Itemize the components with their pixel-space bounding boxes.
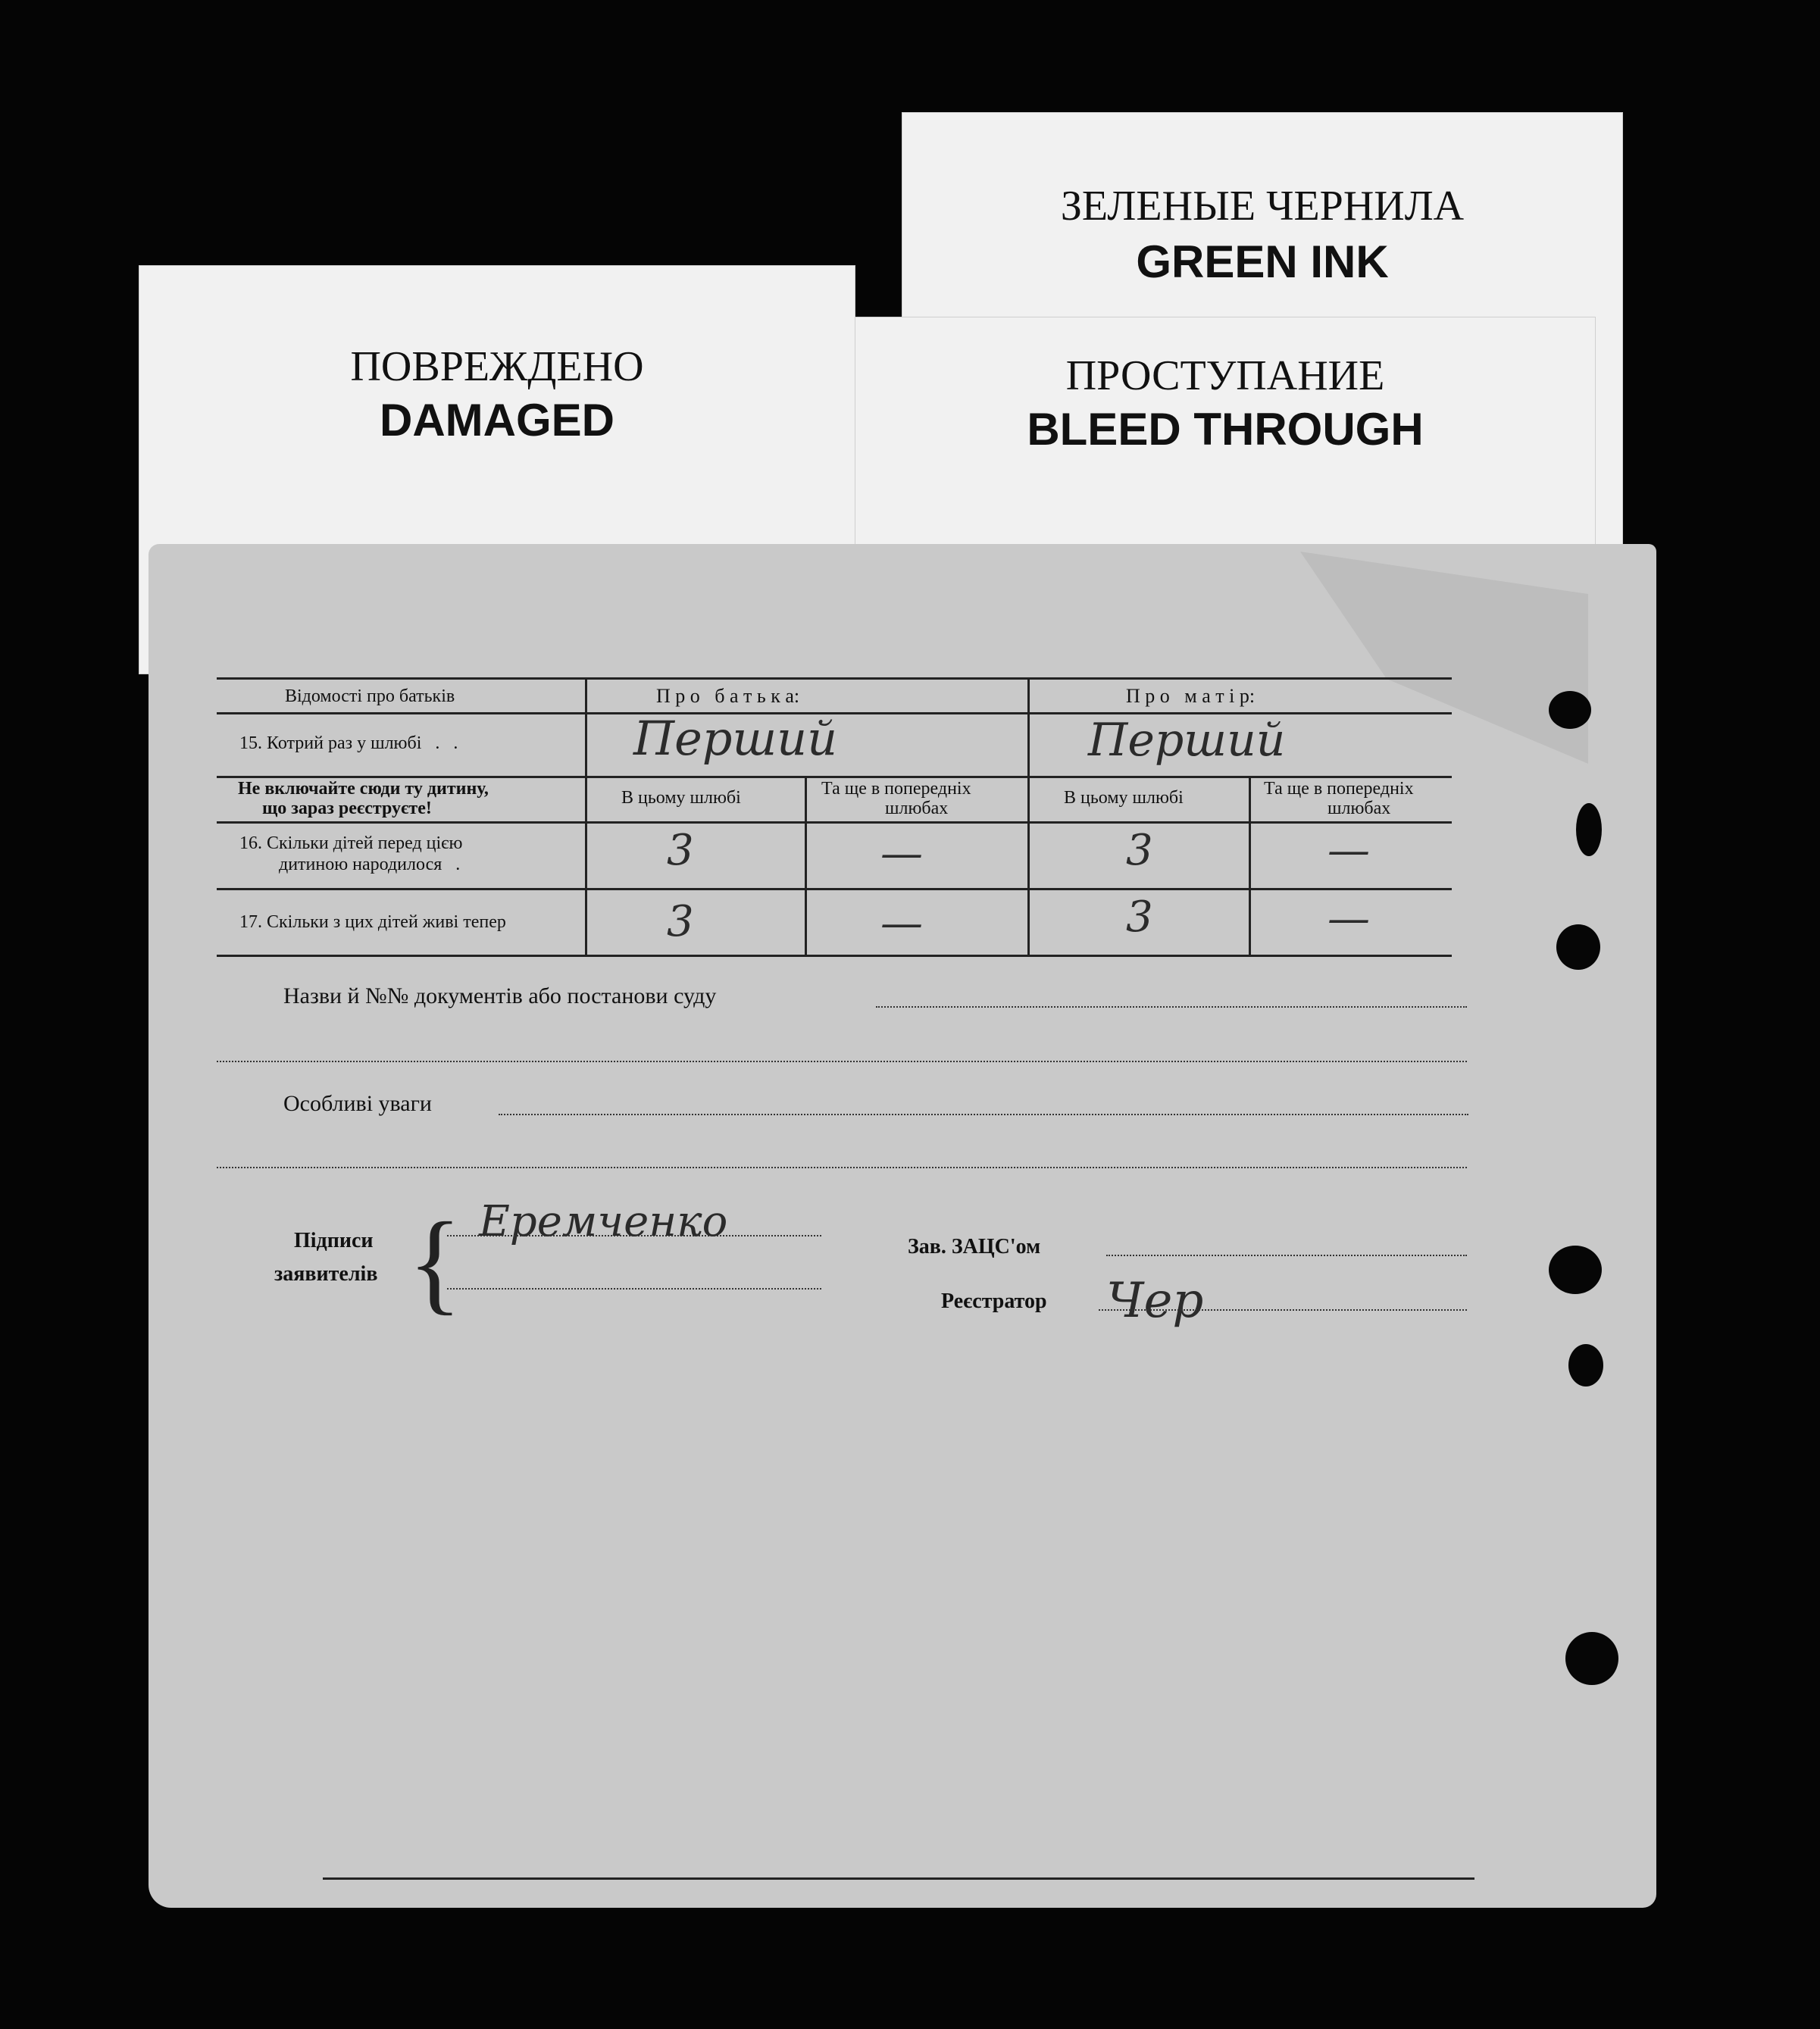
registrar-signature: Чер	[1106, 1273, 1204, 1329]
applicant-signature-line-2	[447, 1288, 821, 1290]
signatures-label-line1: Підписи	[294, 1229, 374, 1252]
damage-hole	[1565, 1632, 1618, 1685]
mother-prev-marriages-header-2: шлюбах	[1327, 799, 1391, 818]
table-col-line-3	[1027, 677, 1030, 955]
green-ink-label-en: GREEN INK	[1136, 236, 1389, 287]
table-line-3	[217, 821, 1452, 824]
row15-mother-value: Перший	[1088, 714, 1286, 767]
bottom-rule	[323, 1877, 1474, 1880]
row16-label-line2: дитиною народилося .	[279, 855, 461, 874]
applicant-signature: Еремченко	[479, 1197, 728, 1246]
row15-father-value: Перший	[633, 711, 838, 766]
damage-hole	[1549, 1246, 1602, 1294]
exclusion-note-line1: Не включайте сюди ту дитину,	[238, 779, 489, 799]
header-parents-info: Відомості про батьків	[285, 686, 455, 706]
applicant-signature-line-1	[447, 1235, 821, 1236]
damage-hole	[1549, 691, 1591, 729]
documents-label: Назви й №№ документів або постанови суду	[283, 983, 717, 1008]
mother-prev-marriages-header-1: Та ще в попередніх	[1264, 779, 1414, 799]
registrar-label: Реєстратор	[941, 1290, 1047, 1313]
registry-form-sheet	[149, 544, 1656, 1908]
head-of-registry-label: Зав. ЗАЦС'ом	[908, 1235, 1041, 1258]
documents-field-line-2	[217, 1061, 1467, 1062]
father-prev-marriages-header-2: шлюбах	[885, 799, 949, 818]
row17-mother-this: 3	[1126, 893, 1153, 942]
damaged-label-ru: ПОВРЕЖДЕНО	[350, 343, 644, 390]
signatures-label-line2: заявителів	[274, 1262, 378, 1286]
head-signature-line	[1106, 1255, 1467, 1256]
exclusion-note-line2: що зараз реєструєте!	[262, 799, 432, 818]
bleed-through-label-en: BLEED THROUGH	[1027, 404, 1424, 455]
row16-mother-prev: —	[1327, 826, 1370, 875]
damage-hole	[1568, 1344, 1603, 1387]
table-col-line-4	[1249, 776, 1251, 955]
row17-father-prev: —	[880, 899, 923, 948]
table-line-5	[217, 955, 1452, 957]
bleed-through-label-ru: ПРОСТУПАНИЕ	[1065, 352, 1385, 399]
mother-this-marriage-header: В цьому шлюбі	[1064, 788, 1184, 808]
row16-father-prev: —	[880, 829, 923, 878]
notes-field-line-2	[217, 1167, 1467, 1168]
damage-hole	[1576, 803, 1602, 856]
header-about-father: П р о б а т ь к а:	[656, 685, 800, 707]
row17-label: 17. Скільки з цих дітей живі тепер	[239, 912, 506, 932]
damaged-label-en: DAMAGED	[380, 395, 614, 446]
row17-father-this: 3	[667, 897, 694, 946]
father-prev-marriages-header-1: Та ще в попередніх	[821, 779, 971, 799]
table-line-2	[217, 776, 1452, 778]
registrar-signature-line	[1099, 1309, 1467, 1311]
green-ink-label-ru: ЗЕЛЕНЫЕ ЧЕРНИЛА	[1060, 183, 1465, 230]
row17-mother-prev: —	[1327, 894, 1370, 943]
table-col-line-2	[805, 776, 807, 955]
father-this-marriage-header: В цьому шлюбі	[621, 788, 741, 808]
table-top-line	[217, 677, 1452, 680]
row16-father-this: 3	[667, 826, 694, 875]
documents-field-line	[876, 1006, 1467, 1008]
row16-mother-this: 3	[1126, 826, 1153, 875]
signatures-brace: {	[408, 1199, 462, 1325]
notes-label: Особливі уваги	[283, 1091, 432, 1116]
header-about-mother: П р о м а т і р:	[1126, 685, 1256, 707]
table-line-4	[217, 888, 1452, 890]
row16-label-line1: 16. Скільки дітей перед цією	[239, 833, 463, 853]
row15-label: 15. Котрий раз у шлюбі . .	[239, 733, 458, 753]
table-col-line-1	[585, 677, 587, 955]
folded-corner	[1300, 552, 1588, 764]
notes-field-line	[499, 1114, 1468, 1115]
damage-hole	[1556, 924, 1600, 970]
